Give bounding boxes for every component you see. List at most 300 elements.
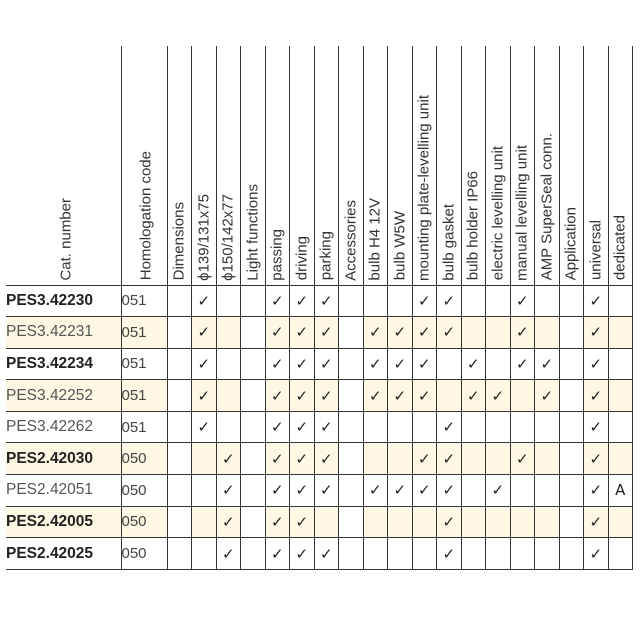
check-icon: ✓ (319, 291, 333, 310)
cell-lf (241, 380, 266, 412)
cell-mlu (510, 285, 535, 317)
cell-mlu (510, 380, 535, 412)
check-icon: ✓ (221, 544, 235, 563)
cell-app (559, 380, 584, 412)
cell-mplu (412, 317, 437, 349)
homologation-code: 050 (121, 538, 167, 570)
header-label-w5w: bulb W5W (391, 211, 409, 281)
cell-h4 (363, 538, 388, 570)
cell-dim (167, 380, 192, 412)
cell-ip66 (461, 506, 486, 538)
cell-parking (314, 443, 339, 475)
check-icon: ✓ (295, 544, 309, 563)
header-label-cat: Cat. number (57, 197, 75, 281)
cell-passing (265, 285, 290, 317)
homologation-code: 050 (121, 443, 167, 475)
cell-app (559, 285, 584, 317)
cell-d150 (216, 538, 241, 570)
check-icon: ✓ (295, 291, 309, 310)
cell-dedicated (608, 348, 633, 380)
cell-universal (584, 317, 609, 349)
cell-acc (339, 475, 364, 507)
cell-app (559, 348, 584, 380)
cell-w5w (388, 538, 413, 570)
cell-universal (584, 411, 609, 443)
check-icon: ✓ (270, 512, 284, 531)
cell-dedicated (608, 411, 633, 443)
homologation-code: 051 (121, 317, 167, 349)
cell-acc (339, 380, 364, 412)
cell-dedicated (608, 538, 633, 570)
check-icon: ✓ (466, 354, 480, 373)
check-icon: ✓ (417, 291, 431, 310)
cat-number: PES3.42230 (6, 285, 121, 317)
cell-app (559, 538, 584, 570)
cell-lf (241, 506, 266, 538)
check-icon: ✓ (368, 323, 382, 342)
cell-mplu (412, 348, 437, 380)
header-mplu (412, 46, 437, 285)
cell-amp (535, 348, 560, 380)
header-label-app: Application (562, 207, 580, 281)
cell-mplu (412, 475, 437, 507)
cell-parking (314, 411, 339, 443)
cell-h4 (363, 475, 388, 507)
cell-w5w (388, 506, 413, 538)
cell-mplu (412, 443, 437, 475)
cell-w5w (388, 475, 413, 507)
cell-passing (265, 317, 290, 349)
check-icon: ✓ (319, 323, 333, 342)
cell-app (559, 443, 584, 475)
check-icon: ✓ (417, 354, 431, 373)
cell-w5w (388, 411, 413, 443)
cell-dedicated (608, 475, 633, 507)
cell-mlu (510, 506, 535, 538)
cell-parking (314, 538, 339, 570)
header-dim (167, 46, 192, 285)
cell-amp (535, 475, 560, 507)
cell-amp (535, 443, 560, 475)
homologation-code: 050 (121, 506, 167, 538)
cat-number: PES3.42252 (6, 380, 121, 412)
cell-dedicated (608, 380, 633, 412)
check-icon: ✓ (368, 354, 382, 373)
cell-mlu (510, 317, 535, 349)
homologation-code: 051 (121, 285, 167, 317)
cell-universal (584, 506, 609, 538)
cell-driving (290, 285, 315, 317)
cell-d139 (192, 538, 217, 570)
cell-app (559, 317, 584, 349)
cell-mplu (412, 506, 437, 538)
cell-dim (167, 475, 192, 507)
cell-d150 (216, 380, 241, 412)
cell-acc (339, 443, 364, 475)
cell-driving (290, 380, 315, 412)
cell-lf (241, 443, 266, 475)
check-icon: ✓ (270, 544, 284, 563)
check-icon: ✓ (393, 481, 407, 500)
header-cat (6, 46, 121, 285)
cell-dim (167, 348, 192, 380)
cell-lf (241, 475, 266, 507)
cell-amp (535, 411, 560, 443)
header-label-mlu: manual levelling unit (513, 144, 531, 281)
check-icon: ✓ (417, 449, 431, 468)
check-icon: ✓ (417, 323, 431, 342)
header-passing (265, 46, 290, 285)
homologation-code: 051 (121, 380, 167, 412)
header-w5w (388, 46, 413, 285)
cell-amp (535, 538, 560, 570)
cell-acc (339, 285, 364, 317)
check-icon: ✓ (197, 323, 211, 342)
check-icon: ✓ (589, 544, 603, 563)
check-icon: ✓ (393, 386, 407, 405)
table-row (6, 475, 633, 507)
check-icon: ✓ (442, 544, 456, 563)
header-gasket (437, 46, 462, 285)
header-label-lf: Light functions (244, 183, 262, 281)
check-icon: ✓ (589, 512, 603, 531)
cell-d139 (192, 443, 217, 475)
cell-dim (167, 443, 192, 475)
cell-elu (486, 285, 511, 317)
cell-dedicated (608, 506, 633, 538)
cell-driving (290, 411, 315, 443)
header-hom (121, 46, 167, 285)
cell-elu (486, 506, 511, 538)
check-icon: ✓ (295, 354, 309, 373)
check-icon: ✓ (295, 481, 309, 500)
cell-acc (339, 348, 364, 380)
check-icon: ✓ (197, 386, 211, 405)
cell-w5w (388, 380, 413, 412)
header-label-dim: Dimensions (170, 202, 188, 281)
header-label-d150: ϕ150/142x77 (219, 193, 237, 281)
check-icon: ✓ (270, 386, 284, 405)
check-icon: ✓ (540, 386, 554, 405)
check-icon: ✓ (197, 418, 211, 437)
header-h4 (363, 46, 388, 285)
cell-universal (584, 443, 609, 475)
cell-h4 (363, 317, 388, 349)
cell-w5w (388, 285, 413, 317)
cell-passing (265, 506, 290, 538)
cell-h4 (363, 411, 388, 443)
cell-driving (290, 506, 315, 538)
cell-driving (290, 475, 315, 507)
cell-universal (584, 348, 609, 380)
check-icon: ✓ (442, 323, 456, 342)
cell-dedicated (608, 443, 633, 475)
cell-ip66 (461, 285, 486, 317)
header-label-ip66: bulb holder IP66 (464, 171, 482, 281)
table-row (6, 443, 633, 475)
check-icon: ✓ (491, 481, 505, 500)
cell-driving (290, 538, 315, 570)
check-icon: ✓ (442, 449, 456, 468)
check-icon: ✓ (270, 449, 284, 468)
cell-universal (584, 285, 609, 317)
check-icon: ✓ (589, 386, 603, 405)
cell-ip66 (461, 317, 486, 349)
header-label-elu: electric levelling unit (489, 146, 507, 281)
cell-driving (290, 443, 315, 475)
header-mlu (510, 46, 535, 285)
cell-driving (290, 348, 315, 380)
cell-d150 (216, 411, 241, 443)
cell-mlu (510, 475, 535, 507)
cell-parking (314, 380, 339, 412)
cell-app (559, 475, 584, 507)
cell-w5w (388, 348, 413, 380)
header-label-amp: AMP SuperSeal conn. (538, 133, 556, 281)
cell-passing (265, 348, 290, 380)
table-row (6, 380, 633, 412)
cat-number: PES2.42030 (6, 443, 121, 475)
table-row (6, 285, 633, 317)
header-d150 (216, 46, 241, 285)
header-row (6, 46, 633, 285)
check-icon: ✓ (540, 354, 554, 373)
cell-parking (314, 317, 339, 349)
check-icon: ✓ (417, 386, 431, 405)
cell-universal (584, 538, 609, 570)
header-lf (241, 46, 266, 285)
cell-ip66 (461, 380, 486, 412)
check-icon: ✓ (295, 386, 309, 405)
cell-app (559, 411, 584, 443)
check-icon: ✓ (319, 386, 333, 405)
cell-universal (584, 380, 609, 412)
check-icon: ✓ (515, 291, 529, 310)
check-icon: ✓ (368, 386, 382, 405)
cell-acc (339, 538, 364, 570)
check-icon: ✓ (270, 481, 284, 500)
header-label-d139: ϕ139/131x75 (195, 193, 213, 281)
check-icon: ✓ (319, 449, 333, 468)
check-icon: ✓ (515, 323, 529, 342)
header-label-acc: Accessories (342, 199, 360, 281)
cat-number: PES3.42231 (6, 317, 121, 349)
header-app (559, 46, 584, 285)
cell-ip66 (461, 348, 486, 380)
cell-acc (339, 506, 364, 538)
cell-parking (314, 475, 339, 507)
cell-parking (314, 506, 339, 538)
header-label-parking: parking (317, 231, 335, 281)
cell-app (559, 506, 584, 538)
header-label-universal: universal (587, 220, 605, 281)
header-driving (290, 46, 315, 285)
cell-acc (339, 317, 364, 349)
cell-dim (167, 317, 192, 349)
check-icon: ✓ (393, 323, 407, 342)
cell-ip66 (461, 475, 486, 507)
cell-d150 (216, 348, 241, 380)
check-icon: ✓ (589, 354, 603, 373)
cell-w5w (388, 443, 413, 475)
cell-dedicated (608, 317, 633, 349)
header-d139 (192, 46, 217, 285)
check-icon: ✓ (491, 386, 505, 405)
check-icon: ✓ (417, 481, 431, 500)
cell-elu (486, 538, 511, 570)
header-amp (535, 46, 560, 285)
cat-number: PES3.42234 (6, 348, 121, 380)
header-label-mplu: mounting plate-levelling unit (415, 94, 433, 281)
cell-parking (314, 285, 339, 317)
header-parking (314, 46, 339, 285)
cell-gasket (437, 538, 462, 570)
cell-d150 (216, 285, 241, 317)
cell-universal (584, 475, 609, 507)
cell-gasket (437, 285, 462, 317)
header-label-h4: bulb H4 12V (366, 197, 384, 281)
cell-acc (339, 411, 364, 443)
check-icon: ✓ (442, 418, 456, 437)
check-icon: ✓ (589, 418, 603, 437)
cell-passing (265, 475, 290, 507)
check-icon: ✓ (515, 354, 529, 373)
check-icon: ✓ (442, 512, 456, 531)
cell-lf (241, 411, 266, 443)
header-label-hom: Homologation code (137, 151, 155, 281)
cell-dim (167, 411, 192, 443)
cell-d139 (192, 285, 217, 317)
headlamp-spec-table (6, 46, 633, 570)
cell-gasket (437, 380, 462, 412)
cell-mlu (510, 538, 535, 570)
cell-d150 (216, 317, 241, 349)
cell-passing (265, 411, 290, 443)
cat-number: PES2.42005 (6, 506, 121, 538)
check-icon: ✓ (270, 291, 284, 310)
cell-elu (486, 411, 511, 443)
check-icon: ✓ (270, 323, 284, 342)
check-icon: ✓ (319, 418, 333, 437)
header-elu (486, 46, 511, 285)
cat-number: PES3.42262 (6, 411, 121, 443)
check-icon: ✓ (442, 481, 456, 500)
cell-mplu (412, 538, 437, 570)
cell-d150 (216, 443, 241, 475)
cell-mplu (412, 285, 437, 317)
cell-dim (167, 506, 192, 538)
cell-elu (486, 380, 511, 412)
cell-lf (241, 538, 266, 570)
cell-elu (486, 348, 511, 380)
check-icon: ✓ (197, 291, 211, 310)
cell-d139 (192, 475, 217, 507)
check-icon: ✓ (295, 449, 309, 468)
cell-lf (241, 285, 266, 317)
check-icon: ✓ (515, 449, 529, 468)
cell-mplu (412, 380, 437, 412)
check-icon: ✓ (466, 386, 480, 405)
cell-gasket (437, 443, 462, 475)
check-icon: ✓ (589, 291, 603, 310)
cell-mlu (510, 348, 535, 380)
check-icon: ✓ (589, 449, 603, 468)
table-row (6, 538, 633, 570)
check-icon: ✓ (221, 512, 235, 531)
header-dedicated (608, 46, 633, 285)
cell-mplu (412, 411, 437, 443)
header-label-driving: driving (293, 236, 311, 281)
cell-ip66 (461, 538, 486, 570)
cell-h4 (363, 348, 388, 380)
check-icon: ✓ (270, 354, 284, 373)
cell-gasket (437, 475, 462, 507)
cell-elu (486, 475, 511, 507)
cell-gasket (437, 348, 462, 380)
cell-value: A (615, 481, 626, 500)
check-icon: ✓ (589, 323, 603, 342)
cell-d139 (192, 506, 217, 538)
table-row (6, 411, 633, 443)
cell-h4 (363, 506, 388, 538)
homologation-code: 051 (121, 348, 167, 380)
table-row (6, 506, 633, 538)
cell-elu (486, 443, 511, 475)
check-icon: ✓ (589, 481, 603, 500)
check-icon: ✓ (221, 481, 235, 500)
check-icon: ✓ (221, 449, 235, 468)
cell-elu (486, 317, 511, 349)
cell-amp (535, 317, 560, 349)
cell-h4 (363, 285, 388, 317)
header-label-gasket: bulb gasket (440, 203, 458, 281)
cell-h4 (363, 380, 388, 412)
cell-gasket (437, 506, 462, 538)
header-label-passing: passing (268, 228, 286, 281)
cell-driving (290, 317, 315, 349)
header-ip66 (461, 46, 486, 285)
table-body (6, 285, 633, 569)
check-icon: ✓ (319, 354, 333, 373)
cell-gasket (437, 317, 462, 349)
check-icon: ✓ (295, 512, 309, 531)
cell-lf (241, 317, 266, 349)
check-icon: ✓ (319, 544, 333, 563)
header-acc (339, 46, 364, 285)
cell-d139 (192, 317, 217, 349)
cell-d139 (192, 380, 217, 412)
cell-dim (167, 538, 192, 570)
cell-passing (265, 443, 290, 475)
check-icon: ✓ (270, 418, 284, 437)
check-icon: ✓ (442, 291, 456, 310)
cell-passing (265, 380, 290, 412)
cell-passing (265, 538, 290, 570)
cat-number: PES2.42025 (6, 538, 121, 570)
cell-dedicated (608, 285, 633, 317)
cell-d139 (192, 411, 217, 443)
cell-ip66 (461, 411, 486, 443)
cell-mlu (510, 411, 535, 443)
cell-lf (241, 348, 266, 380)
check-icon: ✓ (295, 418, 309, 437)
cell-parking (314, 348, 339, 380)
homologation-code: 050 (121, 475, 167, 507)
cell-gasket (437, 411, 462, 443)
cell-d150 (216, 475, 241, 507)
cell-d139 (192, 348, 217, 380)
cell-mlu (510, 443, 535, 475)
